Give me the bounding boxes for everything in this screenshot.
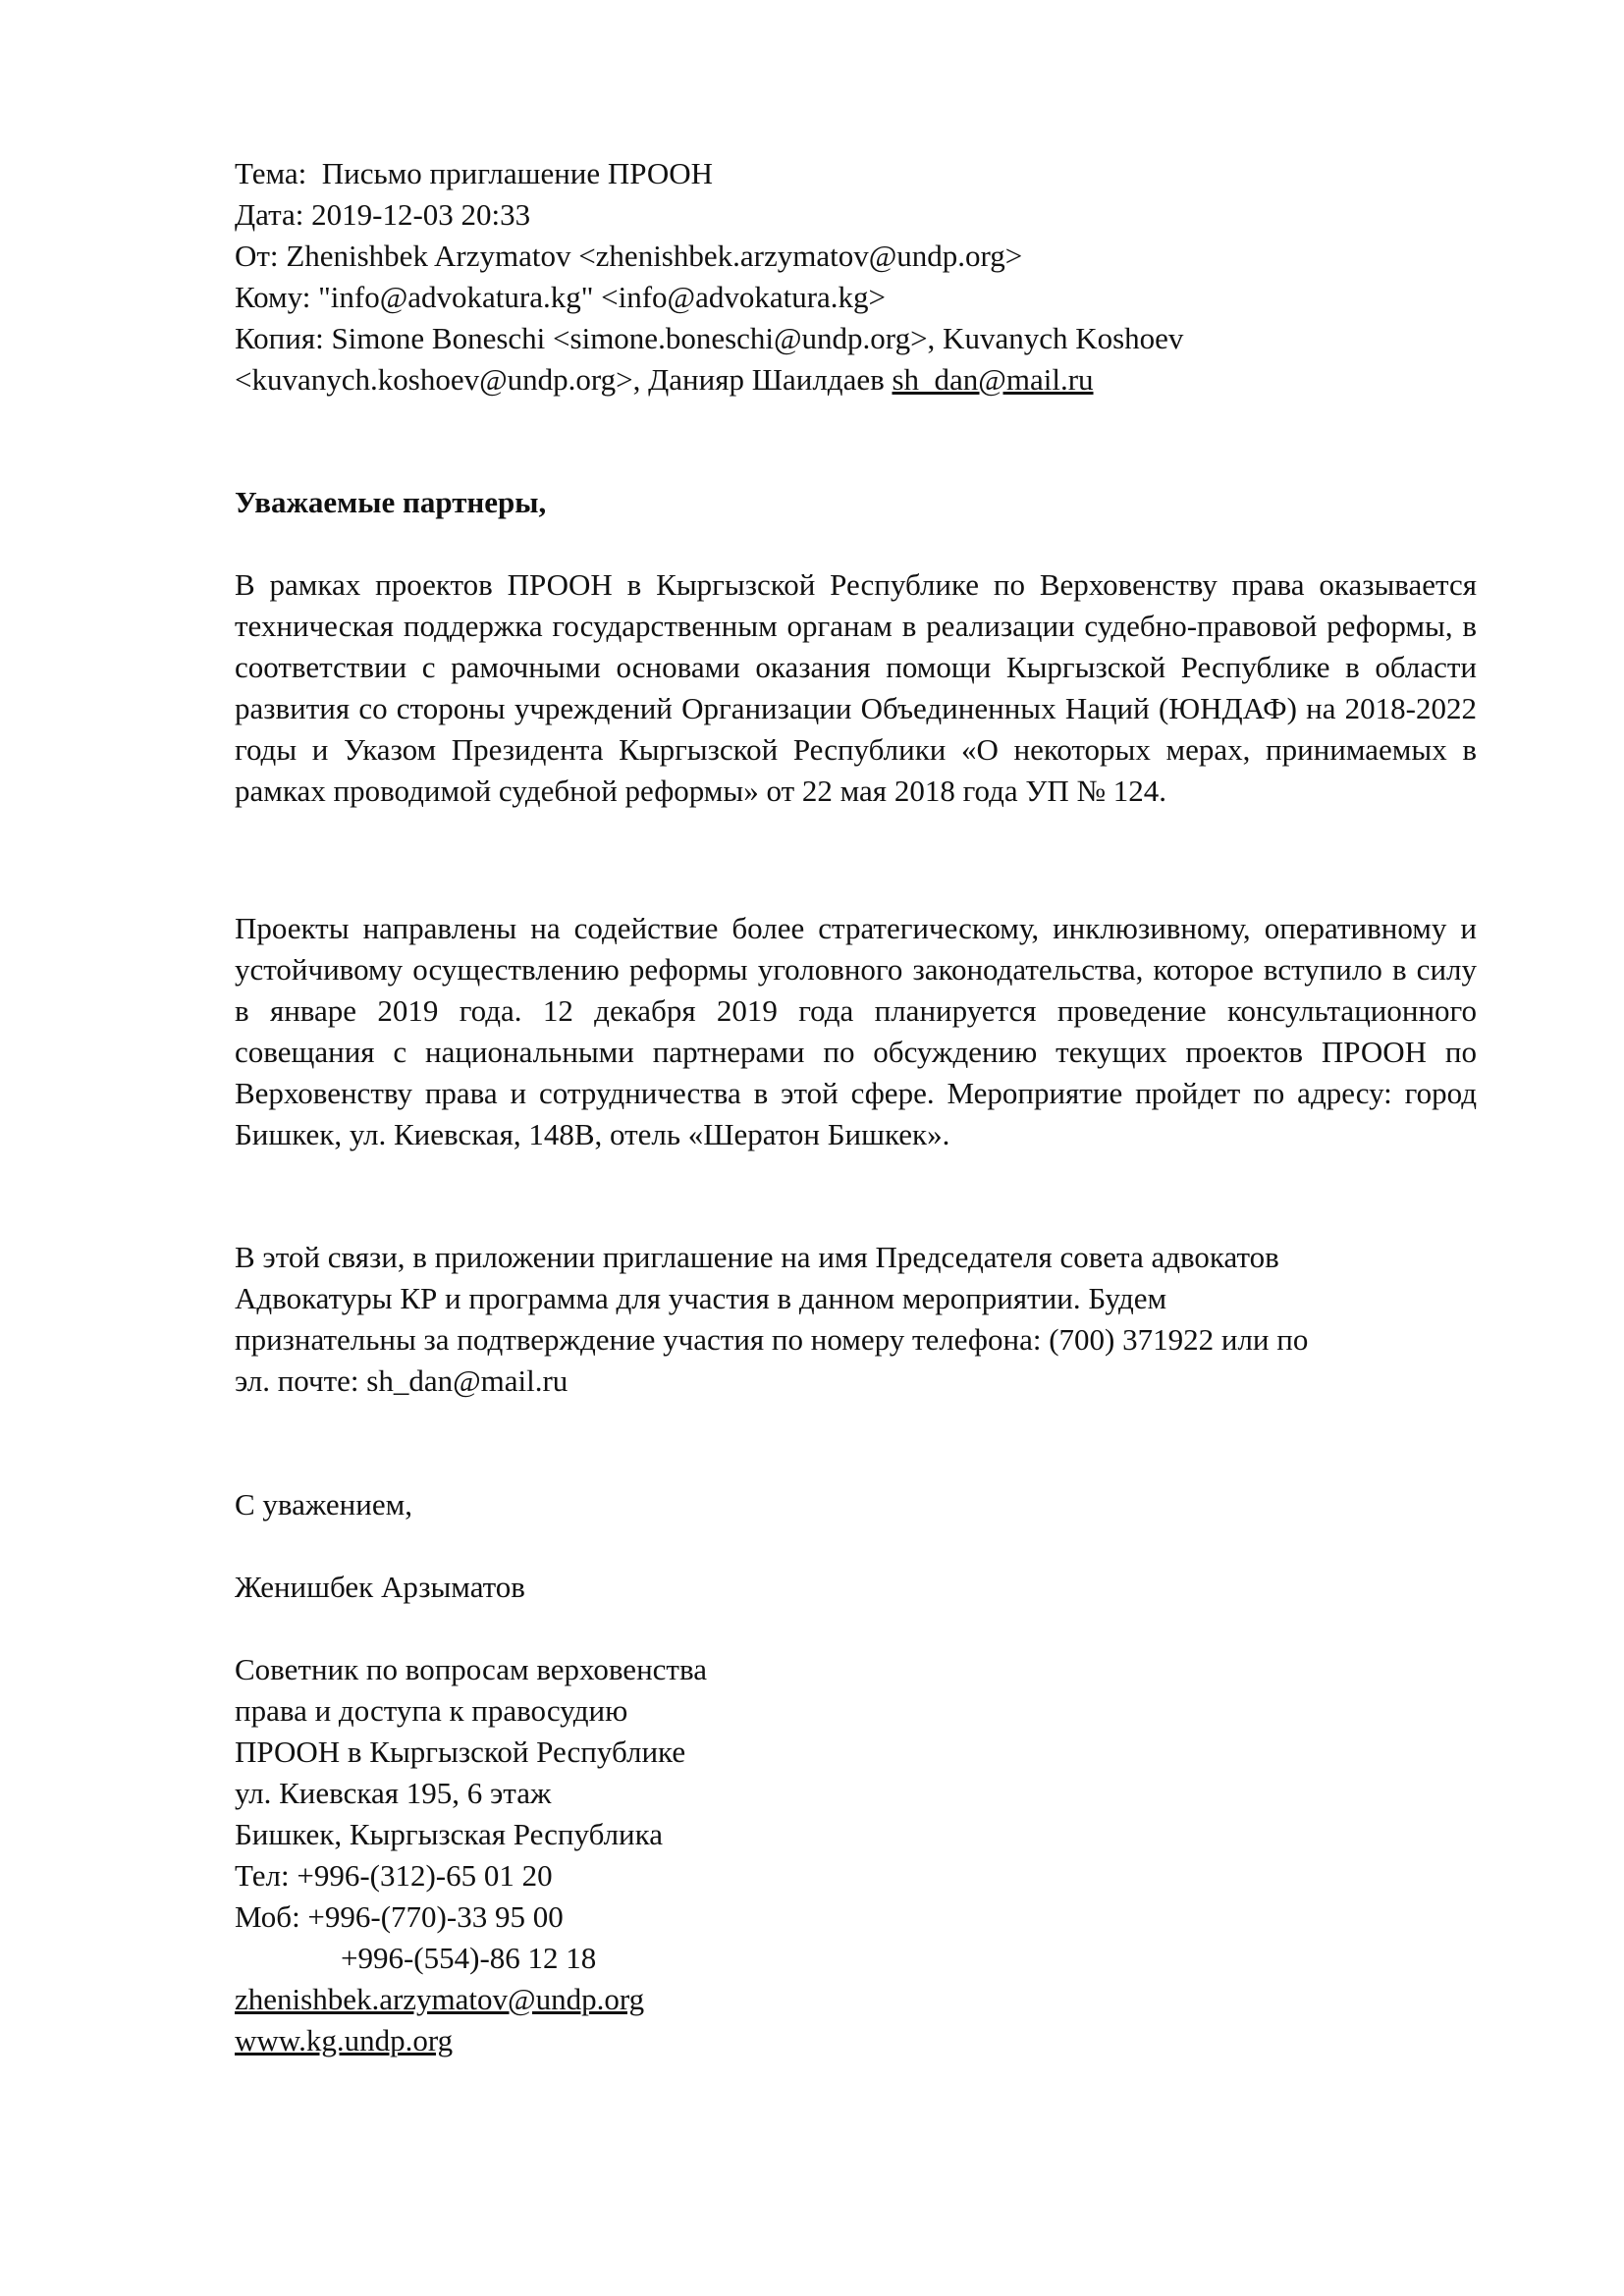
signature-email bbox=[235, 1979, 1477, 2020]
date-value: 2019-12-03 20:33 bbox=[311, 197, 531, 232]
signature-title-2: права и доступа к правосудию bbox=[235, 1693, 628, 1728]
signature-website bbox=[235, 2020, 1477, 2061]
cc-email-link[interactable]: sh_dan@mail.ru bbox=[892, 362, 1094, 397]
subject-label: Тема: bbox=[235, 156, 307, 190]
paragraph-3-line: признательны за подтверждение участия по номеру телефона: (700) 371922 или по bbox=[235, 1322, 1309, 1357]
paragraph-3 bbox=[235, 1237, 1477, 1402]
signature-org: ПРООН в Кыргызской Республике bbox=[235, 1735, 686, 1769]
paragraph-3-line: Адвокатуры КР и программа для участия в данном мероприятии. Будем bbox=[235, 1281, 1167, 1315]
email-header bbox=[235, 153, 1477, 400]
signature-title-1: Советник по вопросам верховенства bbox=[235, 1652, 707, 1686]
subject-value: Письмо приглашение ПРООН bbox=[321, 156, 714, 190]
date-line bbox=[235, 194, 1477, 236]
cc-line bbox=[235, 318, 1477, 359]
signature-phone: Тел: +996-(312)-65 01 20 bbox=[235, 1858, 553, 1893]
paragraph-3-line: эл. почте: sh_dan@mail.ru bbox=[235, 1363, 568, 1398]
closing: С уважением, bbox=[235, 1487, 412, 1522]
from-label: От: bbox=[235, 239, 279, 273]
cc-label: Копия: bbox=[235, 321, 324, 355]
signature-mobile-1: Моб: +996-(770)-33 95 00 bbox=[235, 1899, 564, 1934]
paragraph-1: В рамках проектов ПРООН в Кыргызской Республике по Верховенству права оказывается техническая поддержка государственным органам в реализации судебно-правовой реформы, в соответствии с рамочными основами оказания помощи Кыргызской Республике в области развития со стороны учреждений Организации Объединенных Наций (ЮНДАФ) на 2018-2022 годы и Указом Президента Кыргызской Республики «О некоторых мерах, принимаемых в рамках проводимой судебной реформы» от 22 мая 2018 года УП № 124. bbox=[235, 567, 1477, 808]
to-label: Кому: bbox=[235, 280, 311, 314]
to-value: "info@advokatura.kg" <info@advokatura.kg> bbox=[318, 280, 887, 314]
signature-website-link[interactable]: www.kg.undp.org bbox=[235, 2023, 454, 2057]
paragraph-3-line: В этой связи, в приложении приглашение на имя Председателя совета адвокатов bbox=[235, 1240, 1279, 1274]
signature-address-1: ул. Киевская 195, 6 этаж bbox=[235, 1776, 552, 1810]
signature-mobile-2: +996-(554)-86 12 18 bbox=[341, 1941, 597, 1975]
signature-email-link[interactable]: zhenishbek.arzymatov@undp.org bbox=[235, 1982, 645, 2016]
signature-block bbox=[235, 1649, 1477, 2061]
date-label: Дата: bbox=[235, 197, 304, 232]
paragraph-2: Проекты направлены на содействие более стратегическому, инклюзивному, оперативному и устойчивому осуществлению реформы уголовного законодательства, которое вступило в силу в январе 2019 года. 12 декабря 2019 года планируется проведение консультационного совещания с национальными партнерами по обсуждению текущих проектов ПРООН по Верховенству права и сотрудничества в этой сфере. Мероприятие пройдет по адресу: город Бишкек, ул. Киевская, 148В, отель «Шератон Бишкек». bbox=[235, 911, 1477, 1151]
to-line bbox=[235, 277, 1477, 318]
greeting: Уважаемые партнеры, bbox=[235, 485, 547, 519]
from-value: Zhenishbek Arzymatov <zhenishbek.arzymatov@undp.org> bbox=[286, 239, 1023, 273]
signer-name: Женишбек Арзыматов bbox=[235, 1570, 525, 1604]
subject-line bbox=[235, 153, 1477, 194]
cc-value-line1: Simone Boneschi <simone.boneschi@undp.org>, Kuvanych Koshoev bbox=[331, 321, 1184, 355]
from-line bbox=[235, 236, 1477, 277]
cc-line-2 bbox=[235, 359, 1477, 400]
signature-address-2: Бишкек, Кыргызская Республика bbox=[235, 1817, 663, 1851]
cc-value-line2: <kuvanych.koshoev@undp.org>, Данияр Шаилдаев bbox=[235, 362, 885, 397]
